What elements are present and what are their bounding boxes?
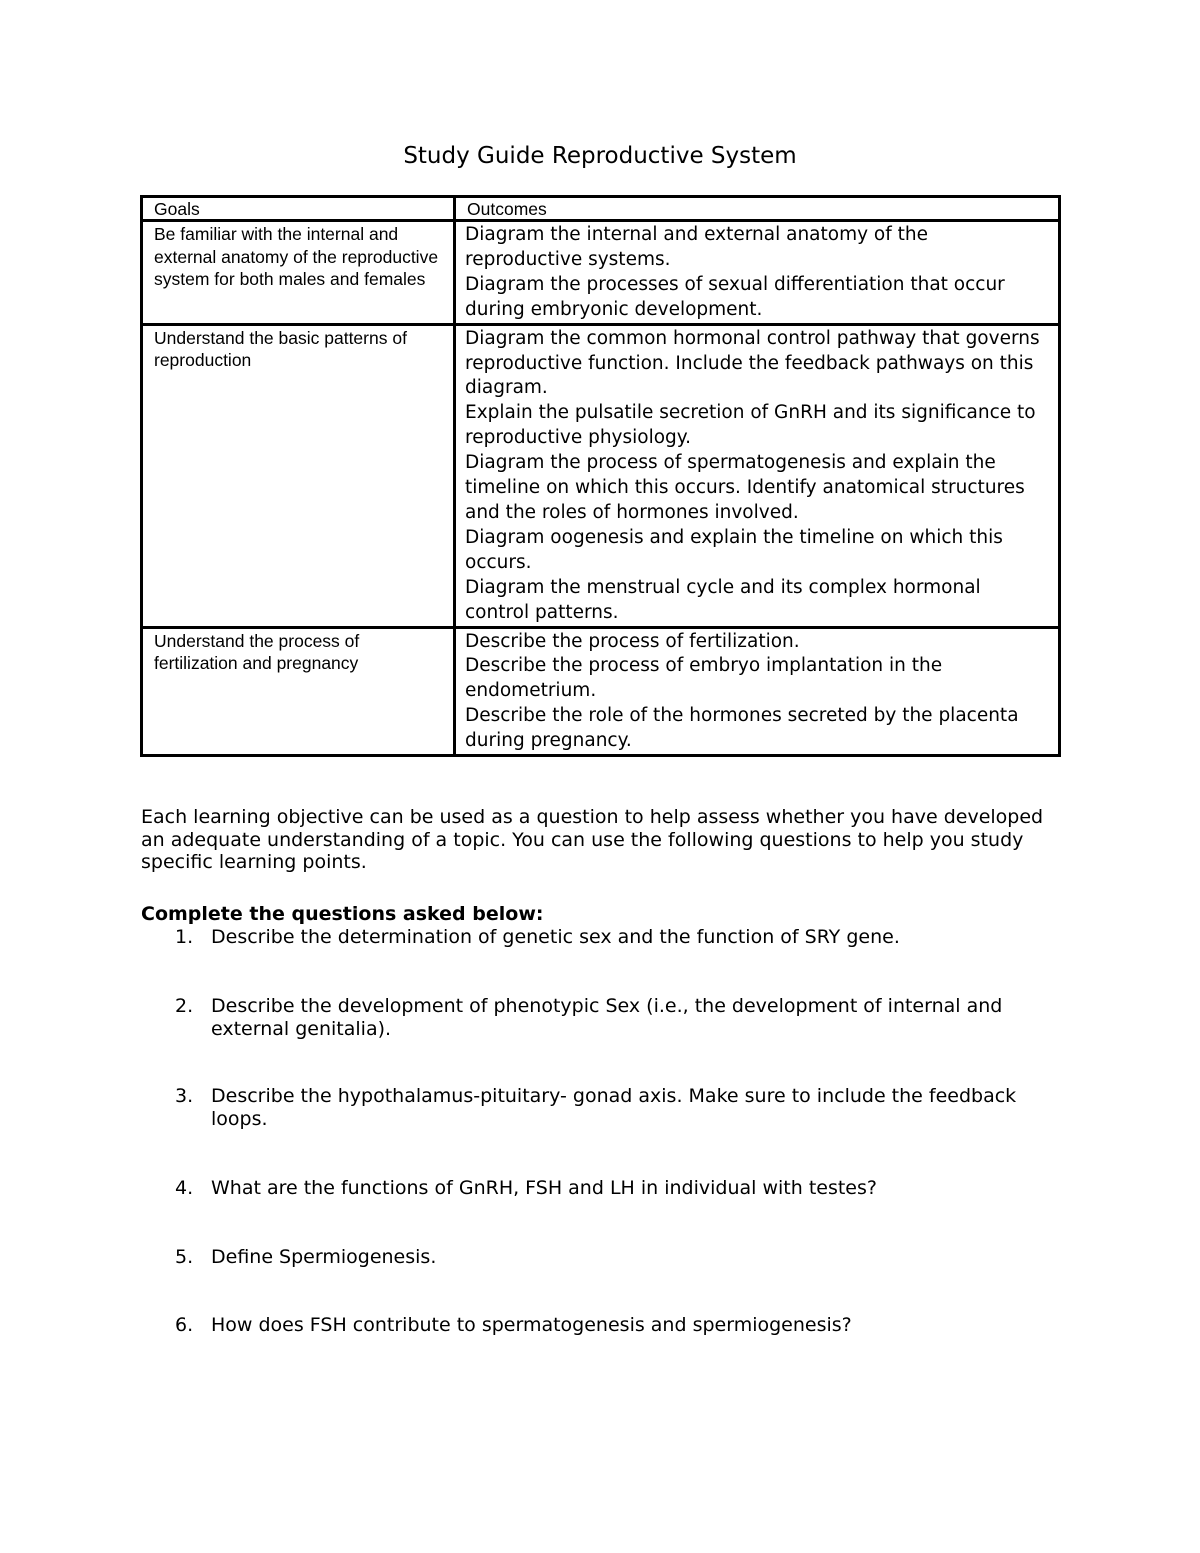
outcomes-cell [455, 324, 1060, 627]
outcome-item: Diagram the internal and external anatomy of the reproductive systems. [465, 224, 928, 270]
goals-header: Goals [142, 197, 455, 221]
questions-heading: Complete the questions asked below: [141, 903, 544, 925]
outcomes-cell [455, 627, 1060, 756]
intro-paragraph: Each learning objective can be used as a question to help assess whether you have developed an adequate understanding of a topic. You can use the following questions to help you study specific learning points. [141, 806, 1044, 873]
question-text: Describe the development of phenotypic Sex (i.e., the development of internal and external genitalia). [211, 995, 1003, 1040]
table-row [142, 221, 1060, 325]
outcome-item: Describe the process of fertilization. [465, 630, 800, 652]
outcomes-cell [455, 221, 1060, 325]
outcome-item: Diagram the menstrual cycle and its complex hormonal control patterns. [465, 576, 981, 623]
question-text: Describe the hypothalamus-pituitary- gonad axis. Make sure to include the feedback loops. [211, 1085, 1017, 1130]
question-number: 1. [175, 926, 194, 948]
study-guide-table [140, 195, 1061, 757]
question-number: 4. [175, 1177, 194, 1199]
goal-cell: Be familiar with the internal and external anatomy of the reproductive system for both males and females [142, 221, 455, 325]
question-number: 3. [175, 1085, 194, 1107]
question-text: Define Spermiogenesis. [211, 1246, 437, 1268]
question-text: How does FSH contribute to spermatogenesis and spermiogenesis? [211, 1314, 852, 1336]
outcomes-header: Outcomes [455, 197, 1060, 221]
outcome-item: Diagram oogenesis and explain the timeline on which this occurs. [465, 526, 1003, 573]
goal-cell: Understand the process of fertilization and pregnancy [142, 627, 455, 756]
page-title: Study Guide Reproductive System [403, 143, 797, 169]
outcome-item: Diagram the processes of sexual differentiation that occur during embryonic development. [465, 273, 1005, 320]
outcome-item: Describe the process of embryo implantation in the endometrium. [465, 655, 943, 702]
outcome-item: Explain the pulsatile secretion of GnRH and its significance to reproductive physiology. [465, 402, 1036, 449]
question-number: 6. [175, 1314, 194, 1336]
table-row [142, 324, 1060, 627]
question-number: 2. [175, 995, 194, 1017]
table-row [142, 627, 1060, 756]
question-number: 5. [175, 1246, 194, 1268]
outcome-item: Diagram the common hormonal control pathway that governs reproductive function. Include the feedback pathways on this diagram. [465, 327, 1040, 399]
question-text: Describe the determination of genetic sex and the function of SRY gene. [211, 926, 900, 948]
question-text: What are the functions of GnRH, FSH and LH in individual with testes? [211, 1177, 877, 1199]
outcome-item: Diagram the process of spermatogenesis and explain the timeline on which this occurs. Identify anatomical structures and the roles of hormones involved. [465, 452, 1025, 523]
outcome-item: Describe the role of the hormones secreted by the placenta during pregnancy. [465, 705, 1019, 752]
table-header-row [142, 197, 1060, 221]
goal-cell: Understand the basic patterns of reproduction [142, 324, 455, 627]
